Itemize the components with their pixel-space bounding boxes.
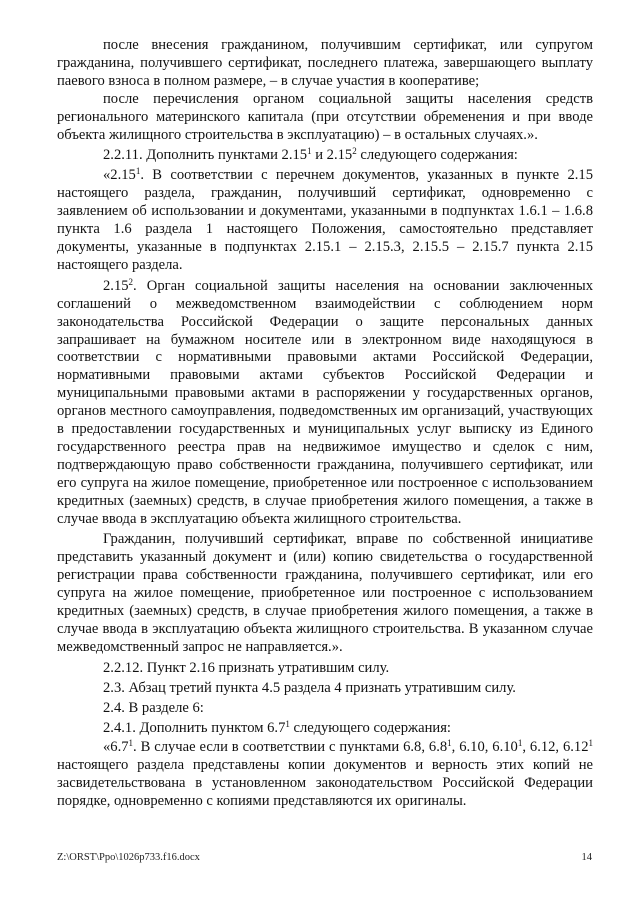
paragraph-installment-completion: после внесения гражданином, получившим сертификат, или супругом гражданина, получившего сертификат, последнего платежа, завершающего выплату паевого взноса в полном размере, – в случае участия в кооперативе; [57,37,593,89]
paragraph-2-2-11: 2.2.11. Дополнить пунктами 2.15$^1$ и 2.15$^2$ следующего содержания: [103,146,518,164]
page-number: 14 [581,852,592,863]
paragraph-2-3: 2.3. Абзац третий пункта 4.5 раздела 4 признать утратившим силу. [103,679,516,696]
document-body [57,37,593,811]
paragraph-2-4-1: 2.4.1. Дополнить пунктом $6.7^1$ следующего содержания: [103,718,451,736]
paragraph-6-7-1: «$6.7^1$. В случае если в соответствии с пунктами 6.8, $6.8^1$, 6.10, 6.10$^1$, 6.12, 6.12$^1$ настоящего раздела представлены копии документов и верность этих копий не засвидетельствована в установленном законодательством Российской Федерации порядке, одновременно с копиями представляются их оригиналы. [57,738,594,810]
paragraph-2-2-12: 2.2.12. Пункт 2.16 признать утратившим силу. [103,659,390,676]
footer-file-path: Z:\ORST\Ppo\1026p733.f16.docx [57,852,200,863]
paragraph-2-15-2: 2.15$^2$. Орган социальной защиты населения на основании заключенных соглашений о межведомственном взаимодействии с соблюдением норм законодательства Российской Федерации о защите персональных данных запрашивает на бумажном носителе или в электронном виде находящуюся в соответствии с нормативными правовыми актами Российской Федерации, нормативными правовыми актами субъектов Российской Федерации и муниципальными правовыми актами в распоряжении у государственных органов, органов местного самоуправления, подведомственных им организаций, участвующих в предоставлении государственных и муниципальных услуг выписку из Единого государственного реестра прав на недвижимое имущество и сделок с ним, подтверждающую право собственности гражданина, получившего сертификат, или его супруга на жилое помещение, приобретенное или построенное с использованием кредитных (заемных) средств, в случае приобретения жилого помещения, а также в случае ввода в эксплуатацию объекта жилищного строительства. [57,276,593,527]
paragraph-voluntary-submission: Гражданин, получивший сертификат, вправе по собственной инициативе представить указанный документ и (или) копию свидетельства о государственной регистрации права собственности гражданина, получившего сертификат, или его супруга на жилое помещение, приобретенное или построенное с использованием кредитных (заемных) средств, в случае приобретения жилого помещения, а также в случае ввода в эксплуатацию объекта жилищного строительства. В указанном случае межведомственный запрос не направляется.». [57,531,593,655]
paragraph-fund-transfer: после перечисления органом социальной защиты населения средств регионального материнского капитала (при отсутствии обременения и при вводе объекта жилищного строительства в эксплуатацию) – в остальных случаях.». [57,90,593,143]
paragraph-2-4: 2.4. В разделе 6: [103,699,204,716]
paragraph-2-15-1: «2.15$^1$. В соответствии с перечнем документов, указанных в пункте 2.15 настоящего раздела, гражданин, получивший сертификат, одновременно с заявлением об использовании и документами, указанными в подпунктах 1.6.1 – 1.6.8 пункта 1.6 раздела 1 настоящего Положения, самостоятельно представляет документы, указанные в подпунктах 2.15.1 – 2.15.3, 2.15.5 – 2.15.7 пункта 2.15 настоящего раздела. [57,166,593,273]
